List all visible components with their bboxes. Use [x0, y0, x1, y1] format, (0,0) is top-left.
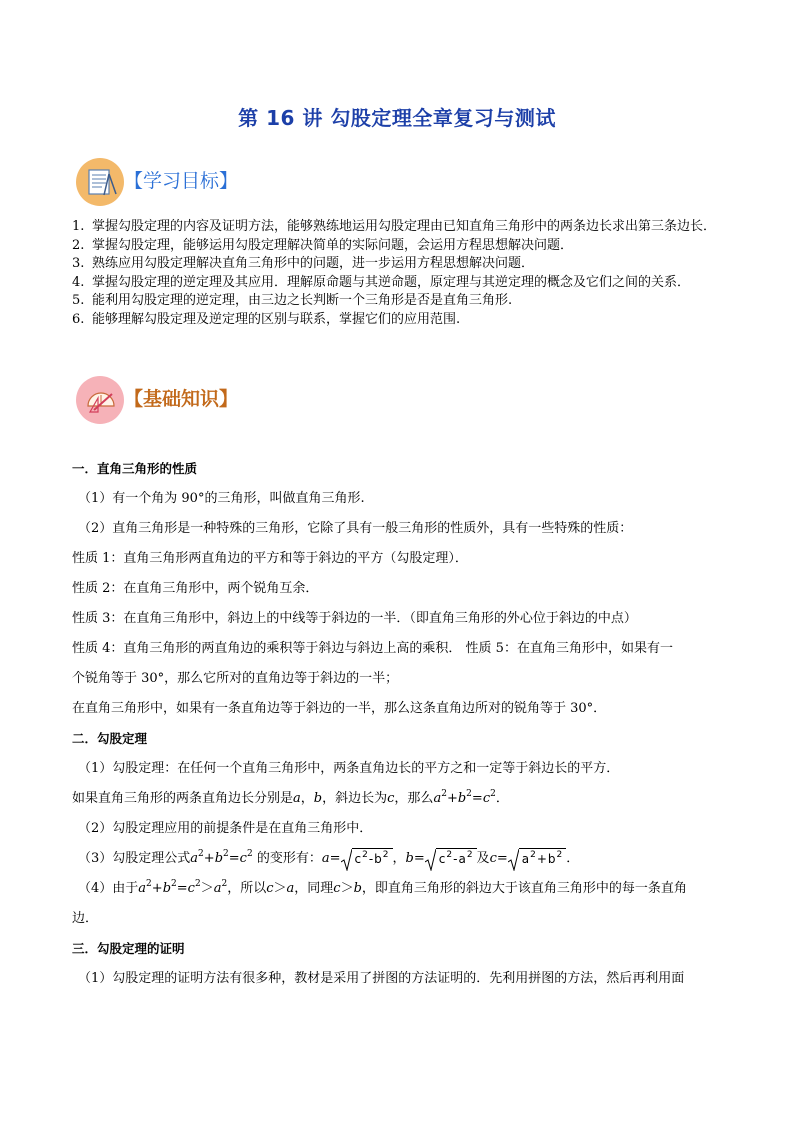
sqrt-formula: $a^2+b^2$: [508, 848, 567, 870]
list-item: [72, 237, 726, 256]
text-run: 的变形有：: [256, 851, 322, 866]
notebook-icon: [76, 158, 124, 206]
paragraph-formula: 如果直角三角形的两条直角边长分别是a，b，斜边长为c，那么$a^2+b^2=c^2$．: [72, 789, 509, 806]
text-run: （3）勾股定理公式: [78, 851, 191, 866]
paragraph: （1）勾股定理的证明方法有很多种，教材是采用了拼图的方法证明的．先利用拼图的方法，然后再利用面: [78, 971, 685, 986]
list-item: [72, 218, 726, 237]
paragraph: 性质 4：直角三角形的两直角边的乘积等于斜边与斜边上高的乘积． 性质 5：在直角三角形中，如果有一: [72, 641, 673, 656]
list-item: [72, 274, 726, 293]
paragraph: 性质 2：在直角三角形中，两个锐角互余．: [72, 581, 319, 596]
paragraph: （2）勾股定理应用的前提条件是在直角三角形中．: [78, 821, 373, 836]
list-item: [72, 311, 726, 330]
list-number: 4.: [72, 274, 85, 290]
paragraph: 个锐角等于 30°，那么它所对的直角边等于斜边的一半；: [72, 671, 399, 686]
list-text: 掌握勾股定理的内容及证明方法，能够熟练地运用勾股定理由已知直角三角形中的两条边长求出第三条边长．: [92, 219, 717, 234]
sqrt-formula: $c^2-a^2$: [425, 848, 477, 870]
math-var: a: [293, 791, 301, 806]
text-run: ，即直角三角形的斜边大于该直角三角形中的每一条直角: [361, 881, 687, 896]
section-heading: 一．直角三角形的性质: [72, 461, 198, 476]
list-number: 2.: [72, 237, 85, 253]
list-item: [72, 292, 726, 311]
paragraph-formula: （3）勾股定理公式$a^2+b^2=c^2$ 的变形有：a= $c^2-b^2$ ，b= $c^2-a^2$ 及c= $a^2+b^2$ ．: [72, 844, 726, 874]
section-label-objectives: 【学习目标】: [124, 170, 239, 192]
paragraph: 在直角三角形中，如果有一条直角边等于斜边的一半，那么这条直角边所对的锐角等于 30°．: [72, 701, 607, 716]
text-run: ，斜边长为: [322, 791, 388, 806]
list-number: 3.: [72, 256, 85, 271]
objectives-list: [72, 218, 726, 329]
sqrt-formula: $c^2-b^2$: [341, 848, 393, 870]
list-text: 掌握勾股定理的逆定理及其应用．理解原命题与其逆命题，原定理与其逆定理的概念及它们之间的关系．: [92, 274, 691, 290]
math-var: b: [313, 791, 323, 806]
list-text: 能够理解勾股定理及逆定理的区别与联系，掌握它们的应用范围.: [92, 311, 461, 327]
paragraph: （2）直角三角形是一种特殊的三角形，它除了具有一般三角形的性质外，具有一些特殊的性质：: [78, 521, 633, 536]
paragraph: 性质 3：在直角三角形中，斜边上的中线等于斜边的一半．（即直角三角形的外心位于斜边的中点）: [72, 611, 637, 626]
text-run: ，所以: [227, 881, 267, 896]
paragraph: 性质 1：直角三角形两直角边的平方和等于斜边的平方（勾股定理）．: [72, 551, 468, 566]
list-text: 掌握勾股定理，能够运用勾股定理解决简单的实际问题，会运用方程思想解决问题．: [92, 237, 574, 253]
section-heading: 三．勾股定理的证明: [72, 941, 185, 956]
math-formula: $a^2+b^2=c^2$: [433, 789, 496, 806]
list-number: 6.: [72, 311, 85, 327]
list-number: 5.: [72, 293, 85, 308]
math-formula: $a^2+b^2=c^2$: [190, 849, 253, 866]
list-item: [72, 255, 726, 274]
paragraph: （1）有一个角为 90°的三角形，叫做直角三角形.: [78, 491, 365, 506]
text-run: 及: [476, 851, 490, 866]
paragraph: （1）勾股定理：在任何一个直角三角形中，两条直角边长的平方之和一定等于斜边长的平方．: [78, 761, 620, 776]
paragraph-formula: （4）由于$a^2+b^2=c^2>a^2$，所以c＞a，同理c＞b，即直角三角形的斜边大于该直角三角形中的每一条直角: [78, 879, 687, 896]
math-var: c: [387, 791, 395, 806]
paragraph: 边．: [72, 911, 99, 926]
list-text: 熟练应用勾股定理解决直角三角形中的问题，进一步运用方程思想解决问题．: [92, 256, 535, 271]
text-run: （4）由于: [78, 881, 139, 896]
section-label-basics: 【基础知识】: [124, 388, 239, 410]
section-heading: 二．勾股定理: [72, 731, 148, 746]
text-run: ，那么: [394, 791, 434, 806]
content-body: [72, 454, 726, 994]
text-run: ，同理: [294, 881, 334, 896]
text-run: ，: [392, 851, 406, 866]
protractor-icon: [76, 376, 124, 424]
page-title: 第 16 讲 勾股定理全章复习与测试: [238, 106, 556, 130]
list-number: 1.: [72, 219, 85, 234]
list-text: 能利用勾股定理的逆定理，由三边之长判断一个三角形是否是直角三角形.: [92, 293, 513, 308]
text-run: 如果直角三角形的两条直角边长分别是: [72, 791, 294, 806]
